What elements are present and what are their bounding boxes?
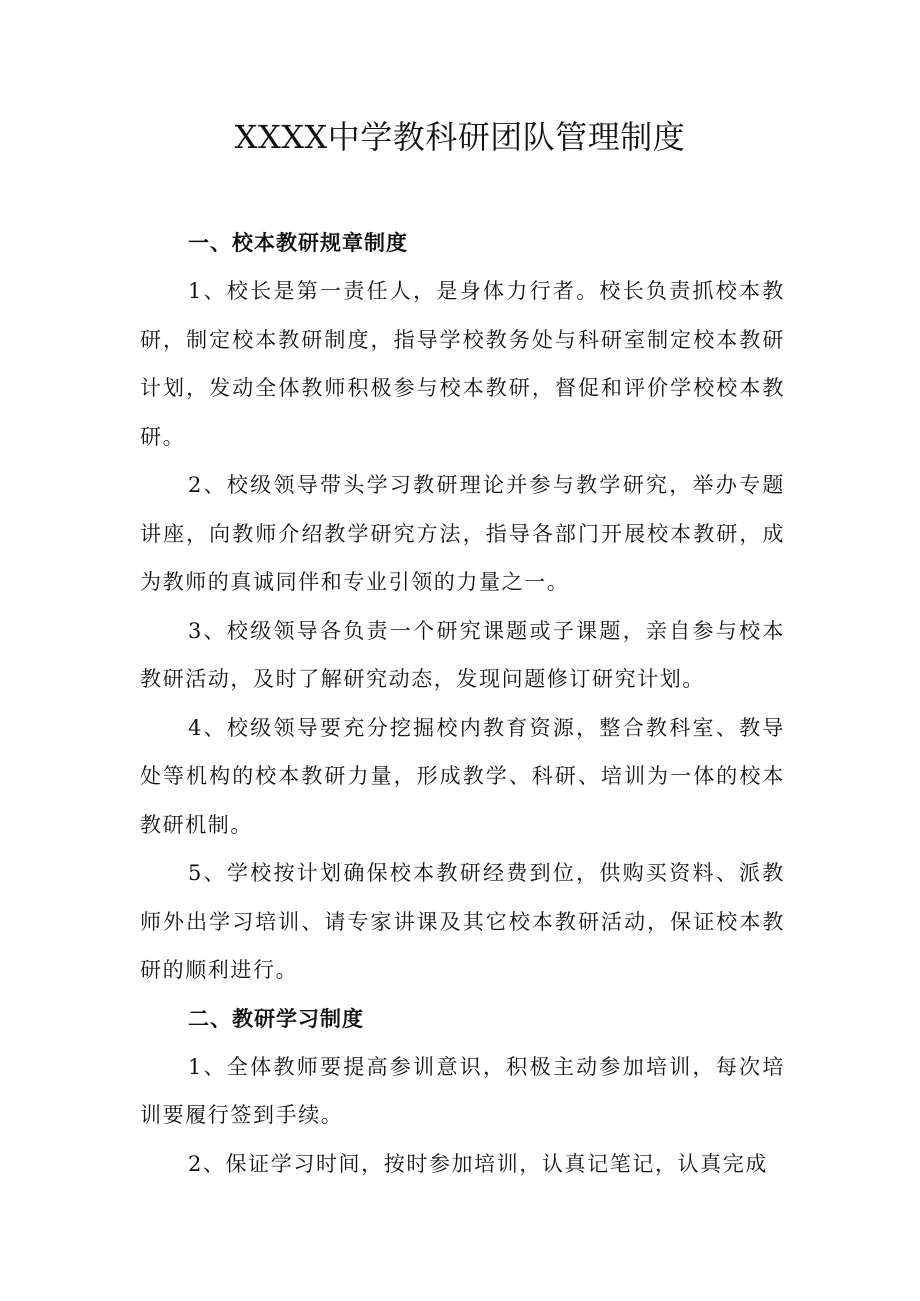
paragraph: 2、保证学习时间，按时参加培训，认真记笔记，认真完成	[188, 1151, 768, 1176]
section-1	[140, 219, 785, 995]
section-2	[140, 995, 785, 1189]
document-body	[140, 219, 785, 1188]
section-heading: 一、校本教研规章制度	[188, 230, 408, 255]
document-title: XXXX中学教科研团队管理制度	[234, 118, 686, 156]
paragraph: 3、校级领导各负责一个研究课题或子课题，亲自参与校本教研活动，及时了解研究动态，发现问题修订研究计划。	[140, 618, 785, 691]
paragraph: 1、全体教师要提高参训意识，积极主动参加培训，每次培训要履行签到手续。	[140, 1054, 785, 1127]
paragraph: 5、学校按计划确保校本教研经费到位，供购买资料、派教师外出学习培训、请专家讲课及其它校本教研活动，保证校本教研的顺利进行。	[140, 861, 785, 982]
paragraph: 4、校级领导要充分挖掘校内教育资源，整合教科室、教导处等机构的校本教研力量，形成教学、科研、培训为一体的校本教研机制。	[140, 715, 785, 837]
paragraph: 2、校级领导带头学习教研理论并参与教学研究，举办专题讲座，向教师介绍教学研究方法，指导各部门开展校本教研，成为教师的真诚同伴和专业引领的力量之一。	[140, 473, 785, 594]
paragraph: 1、校长是第一责任人，是身体力行者。校长负责抓校本教研，制定校本教研制度，指导学校教务处与科研室制定校本教研计划，发动全体教师积极参与校本教研，督促和评价学校校本教研。	[140, 279, 785, 449]
section-heading: 二、教研学习制度	[188, 1005, 364, 1031]
